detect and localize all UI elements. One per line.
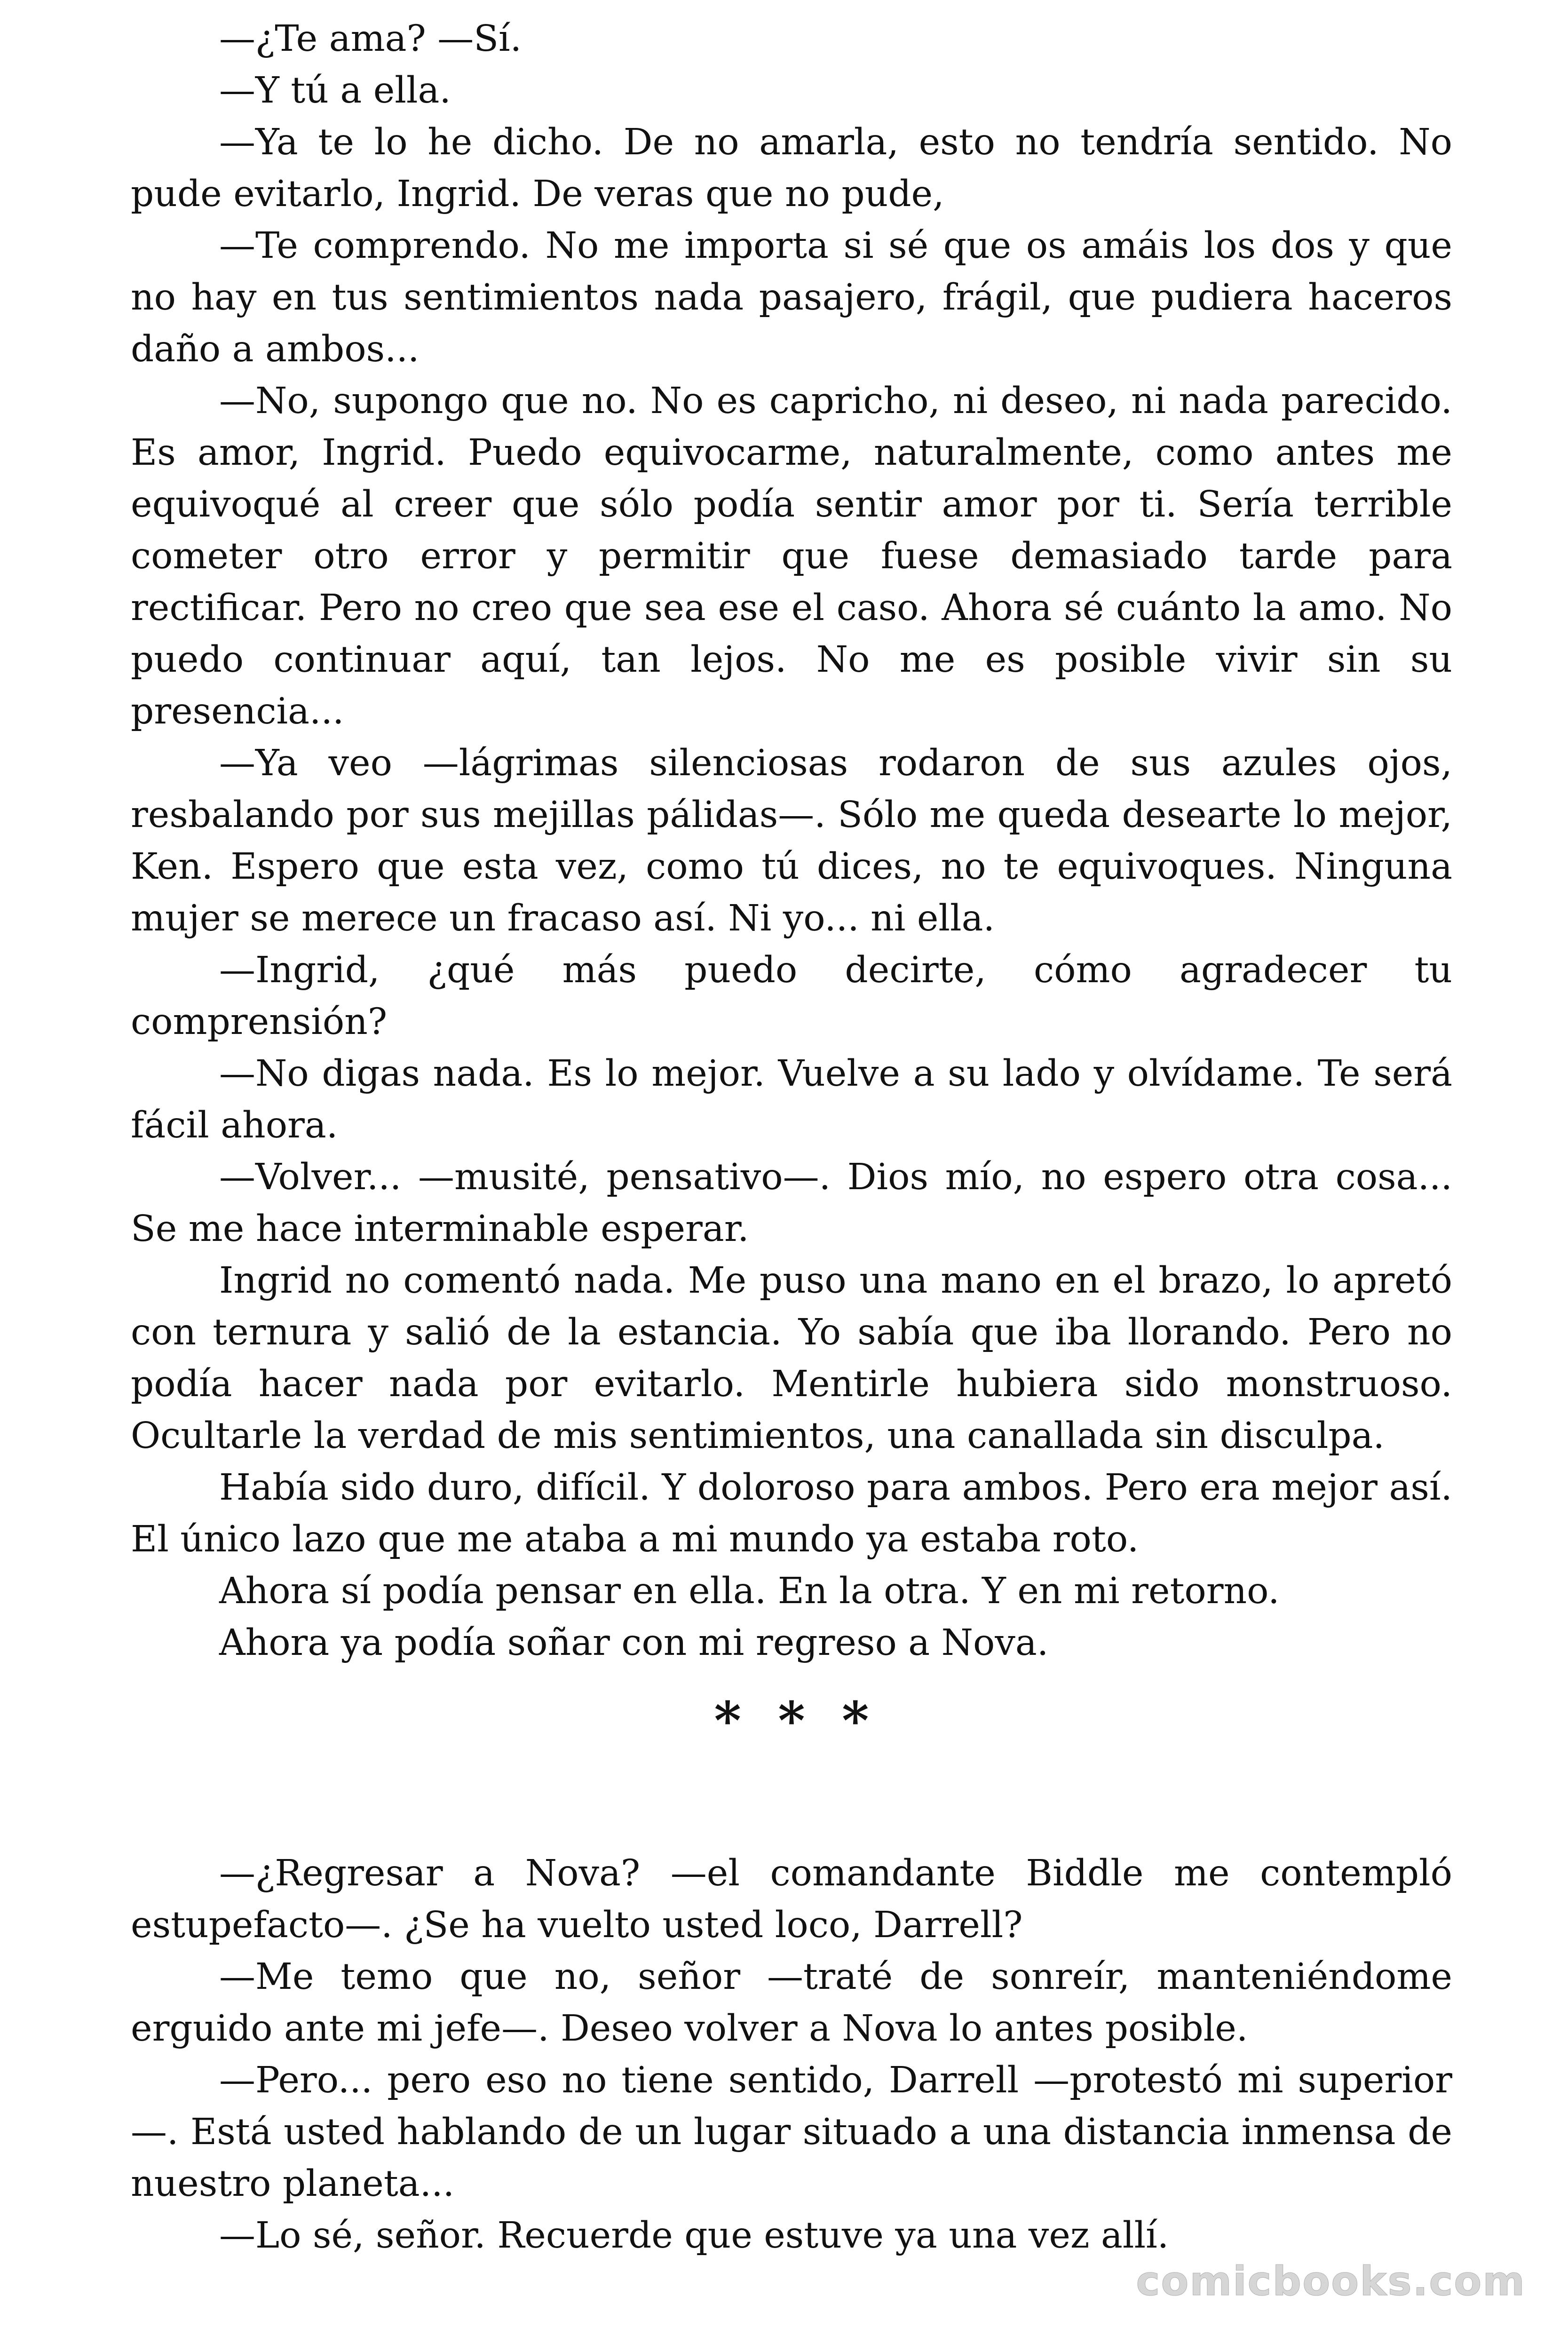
- paragraph: —Ya veo —lágrimas silenciosas rodaron de sus azules ojos, resbalando por sus mejillas pálidas—. Sólo me queda desearte lo mejor, Ken. Espero que esta vez, como tú dices, no te equivoques. Ninguna mujer se merece un fracaso así. Ni yo... ni ella.: [131, 742, 1452, 939]
- paragraph: Ingrid no comentó nada. Me puso una mano en el brazo, lo apretó con ternura y salió de la estancia. Yo sabía que iba llorando. Pero no podía hacer nada por evitarlo. Mentirle hubiera sido monstruoso. Ocultarle la verdad de mis sentimientos, una canallada sin disculpa.: [131, 1260, 1452, 1457]
- paragraph: —Ya te lo he dicho. De no amarla, esto no tendría sentido. No pude evitarlo, Ingrid. De veras que no pude,: [131, 121, 1452, 215]
- section-separator: * * *: [714, 1690, 879, 1751]
- paragraph: —No, supongo que no. No es capricho, ni deseo, ni nada parecido. Es amor, Ingrid. Puedo equivocarme, naturalmente, como antes me equivoqué al creer que sólo podía sentir amor por ti. Sería terrible cometer otro error y permitir que fuese demasiado tarde para rectificar. Pero no creo que sea ese el caso. Ahora sé cuánto la amo. No puedo continuar aquí, tan lejos. No me es posible vivir sin su presencia...: [131, 380, 1452, 732]
- paragraph: Ahora sí podía pensar en ella. En la otra. Y en mi retorno.: [219, 1570, 1280, 1612]
- section-gap: [131, 1772, 1452, 1848]
- paragraph: —¿Te ama? —Sí.: [219, 18, 522, 60]
- paragraph: —Me temo que no, señor —traté de sonreír, manteniéndome erguido ante mi jefe—. Deseo volver a Nova lo antes posible.: [131, 1956, 1452, 2050]
- paragraph: Ahora ya podía soñar con mi regreso a Nova.: [219, 1622, 1049, 1664]
- paragraph: —No digas nada. Es lo mejor. Vuelve a su lado y olvídame. Te será fácil ahora.: [131, 1053, 1452, 1146]
- paragraph: —Te comprendo. No me importa si sé que os amáis los dos y que no hay en tus sentimientos nada pasajero, frágil, que pudiera haceros daño a ambos...: [131, 225, 1452, 370]
- paragraph: Había sido duro, difícil. Y doloroso para ambos. Pero era mejor así. El único lazo que me ataba a mi mundo ya estaba roto.: [131, 1467, 1452, 1560]
- paragraph: —Pero... pero eso no tiene sentido, Darrell —protestó mi superior—. Está usted hablando de un lugar situado a una distancia inmensa de nuestro planeta...: [131, 2059, 1452, 2205]
- page-text: [131, 13, 1452, 2262]
- watermark: comicbooks.com: [1136, 2258, 1526, 2305]
- paragraph: —Lo sé, señor. Recuerde que estuve ya una vez allí.: [219, 2215, 1169, 2257]
- paragraph: —¿Regresar a Nova? —el comandante Biddle me contempló estupefacto—. ¿Se ha vuelto usted loco, Darrell?: [131, 1852, 1452, 1946]
- paragraph: —Volver... —musité, pensativo—. Dios mío, no espero otra cosa... Se me hace interminable esperar.: [131, 1156, 1452, 1250]
- paragraph: —Ingrid, ¿qué más puedo decirte, cómo agradecer tu comprensión?: [131, 949, 1452, 1043]
- paragraph: —Y tú a ella.: [219, 70, 451, 111]
